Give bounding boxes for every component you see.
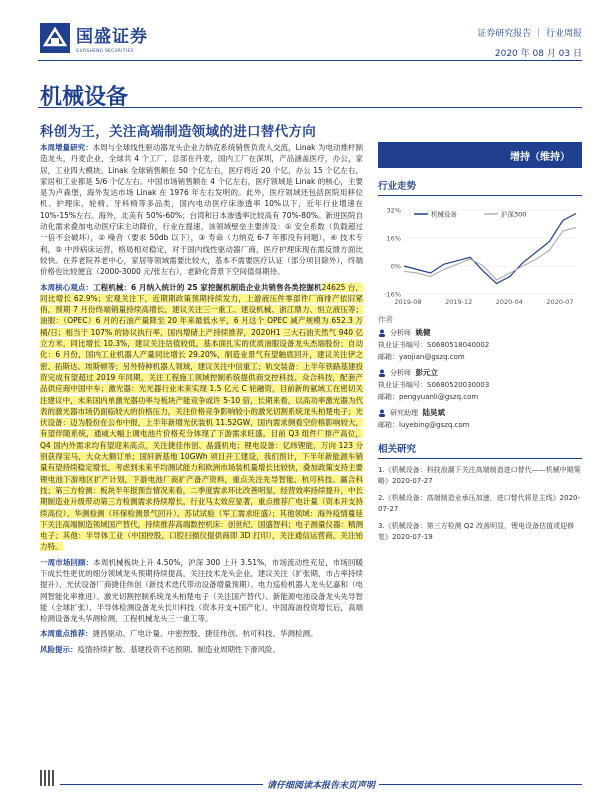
report-headline: 科创为王，关注高端制造领域的进口替代方向 xyxy=(40,124,316,140)
y-tick-label: 32% xyxy=(386,206,401,215)
person-icon xyxy=(378,409,386,417)
trend-chart-svg xyxy=(378,202,582,310)
section-title: 机械设备 xyxy=(40,85,129,110)
footer-disclaimer: 请仔细阅读本报告末页声明 xyxy=(267,780,376,791)
related-list xyxy=(378,465,582,543)
y-tick-label: 0% xyxy=(390,262,401,271)
analyst-title-label: 分析师 xyxy=(390,329,411,337)
analyst-cert: 执业证书编号：S0680520030003 xyxy=(378,381,490,389)
logo-text-cn: 国盛证券 xyxy=(76,27,148,47)
para-lead: 本周增量研究： xyxy=(40,143,93,152)
trend-divider xyxy=(378,195,582,196)
para-lead: 风险提示： xyxy=(40,644,78,654)
paragraph-risk xyxy=(40,644,363,655)
rating-badge: 增持（维持） xyxy=(378,142,582,168)
para-text: 工程机械：6 月纳入统计的 25 家挖掘机制造企业共销售各类挖掘机 xyxy=(93,282,322,292)
x-tick-label: 2020-07 xyxy=(546,298,574,306)
analyst-entry xyxy=(378,407,582,431)
x-tick-label: 2020-04 xyxy=(495,298,523,306)
analyst-title-label: 分析师 xyxy=(390,369,411,377)
paragraph-incremental-research xyxy=(40,142,363,278)
para-text: 捷昌驱动、广电计量、中密控股、捷佳伟创、杭可科技、华测检测。 xyxy=(92,629,318,639)
para-lead: 一周市场回顾： xyxy=(40,557,94,567)
trend-title: 行业走势 xyxy=(378,181,417,192)
person-icon xyxy=(378,329,386,337)
report-type: 证券研究报告 ｜ 行业周报 xyxy=(477,29,582,39)
paragraph-core-views xyxy=(40,282,363,553)
analyst-email[interactable]: 邮箱：pengyuanli@gszq.com xyxy=(378,393,479,401)
y-tick-label: -16% xyxy=(384,290,401,299)
analyst-cert: 执业证书编号：S0680518040002 xyxy=(378,341,490,349)
main-body xyxy=(40,142,363,770)
paragraph-market-review xyxy=(40,557,363,625)
series-line-csi300 xyxy=(404,228,576,281)
paragraph-recommendations xyxy=(40,628,363,639)
footer-line-left xyxy=(60,784,263,785)
analyst-title xyxy=(378,314,582,325)
related-item[interactable]: 1.《机械设备：科技浪潮下关注高端制造进口替代——机械中期策略》2020-07-27 xyxy=(378,466,581,485)
analyst-name: 姚健 xyxy=(415,328,431,337)
analyst-name: 陆昊斌 xyxy=(422,408,445,417)
analyst-title-label: 研究助理 xyxy=(390,409,418,417)
analyst-name: 彭元立 xyxy=(415,368,438,377)
analyst-role: 作者 xyxy=(378,315,393,324)
x-tick-label: 2019-12 xyxy=(445,298,473,306)
para-text: 疫情持续扩散、基建投资不达预期、制造业周期性下滑风险。 xyxy=(77,644,280,654)
related-item[interactable]: 3.《机械设备：第三方检测 Q2 改善明显，锂电设备估值或迎修复》2020-07-19 xyxy=(378,522,575,541)
logo-mark-icon xyxy=(40,23,70,53)
header-divider xyxy=(38,60,582,61)
person-icon xyxy=(378,369,386,377)
analyst-email[interactable]: 邮箱：luyebing@gszq.com xyxy=(378,421,470,429)
footer-line-right xyxy=(379,784,582,785)
y-tick-label: 16% xyxy=(386,234,401,243)
legend-label: 沪深300 xyxy=(501,210,527,219)
section-divider xyxy=(38,107,582,108)
trend-chart xyxy=(378,202,582,310)
analyst-list xyxy=(378,327,582,431)
sidebar xyxy=(378,142,582,543)
analyst-entry xyxy=(378,327,582,363)
analyst-entry xyxy=(378,367,582,403)
footer xyxy=(0,774,600,794)
company-logo xyxy=(40,22,148,53)
report-date: 2020 年 08 月 03 日 xyxy=(494,49,582,59)
related-title: 相关研究 xyxy=(378,444,417,455)
para-lead: 本周核心观点： xyxy=(40,282,94,292)
related-item[interactable]: 2.《机械设备：高端制造业承压加速，进口替代将是主线》2020-07-27 xyxy=(378,494,581,513)
logo-text-en: GUOSHENG SECURITIES xyxy=(76,48,134,53)
analyst-email[interactable]: 邮箱：yaojian@gszq.com xyxy=(378,353,465,361)
related-divider xyxy=(378,458,582,459)
para-lead: 本周重点推荐： xyxy=(40,629,93,639)
legend-label: 机械设备 xyxy=(431,210,457,219)
para-text: 本周与全球线性驱动器龙头企业力纳克系统销售负责人交流，Linak 为电动推杆制造龙头，丹麦企业，全球共 4 个工厂，总部在丹麦，国内工厂在深圳，产品涵盖医疗，办公，家居，工业四大模块。Linak 全球销售额在 50 个亿左右，医疗将近 20 个亿，办公 15 个亿左右，家居和工业都是 5/6 个亿左右。中国市场销售额在 4 个亿左右，医疗领域是 Linak 的核心，主要是为卢森堡，海外发达市场 Linak 在 1976 年左右发明的。此外，医疗领域还包括医院用移位机、护理床、轮椅、牙科椅等多品类，国内电动医疗床渗透率 10%以下，近年行业增速在 10%-15%左右。海外，北美有 50%-60%；台湾和日本渗透率比较高有 70%-80%。新进医院自动化需求叠加电动医疗床主动降价，行业在提速，该领域壁垒主要涉及：① 安全系数（负载超过一倍不会破坏），② 噪音（要求 50db 以下），③ 寿命（力纳克 6-7 年都没有问题），④ 技术专利，⑤ 中涉病床运营，格局相对稳定，对于国内线性驱动器厂商，医疗护理床现在需反馈方面比较快。在养老院养老中心，家居等领域需要比较大，基本不需要医疗认证（部分项目除外），终端价格也比较便宜（2000-3000 元/张左右），老龄化背景下空间值得期待。 xyxy=(40,143,363,277)
para-text: 24625 台，同比增长 62.9%；宏观关注下，近期期政策预期持续发力，上游液压件零部件厂商排产依旧紧俏，预期 7 月份终端销量持续高增长，建议关注三一重工、建设机械、浙江鼎力、恒立液压等；油服：（OPEC）6 月的石油产量降至 20 年来最低水平，6 月这个 OPEC 减产规模为 652.3 万桶/日；相当于 107% 的协议执行率，国内增储上产持续推荐，2020H1 三大石油天然气 940 亿立方米，同比增长 10.3%，建议关注估值较低，基本面扎实的优质油服设备龙头杰瑞股份；自动化：6 月份，国内工业机器人产量同比增长 29.20%，制造业景气有望触底回升，建议关注伊之密、拓斯达、埃斯顿等；另外特种机器人领域，建议关注中信重工；轨交装备：上半年铁路基建投资完成有望超过 2019 年同期，关注工程施工领域控制系统提供商交控科技、众合科技，配套产品供应商中国中车；激光器：光光器行业未来实现 1.5 亿元 C 轮融资，目前新的氨域工在密切关注建议中，未来国内单激光器功率与板块产能竞争或许 5-10 倍，长期来看，以高功率激光器为代表的激光器市场仍面临较大的价格压力，关注价格竞争影响较小的激光切割系统龙头柏楚电子；光伏设备：迈为股份在公布中报，上半年新增光伏装机 11.52GW，国内需求侧看空价格影响较大，有望伴随系统，通威大幅上调电池片价格充分体现了下游需求旺盛，目前 Q3 组件厂排产高位，Q4 国内外需求均有望迎来高点，关注捷佳伟创、晶盛机电；锂电设备：亿纬锂能，万向 123 分别获得宝马，大众大额订单；国轩新基地 10GWh 项目开工建设，我们预计，下半年新能源车销量有望持续稳定增长，考虑到未来平均测试能力和欧洲市场装机量增长比较快，叠加政策支持主要锂电池下游地区扩产计划，下游电池厂商扩产备产资料，重点关注先导智能、杭可科技、赢合科技；第三方检测：板块半年报预告情况来看，二季度需求环比改善明显，经营效率持续提升，中长期制造业升级带动第三方检测需求持续增长，行业马太效应显著，重点推荐广电计量（资本开支持续高位）、华测检测（环保检测景气回升），苏试试验（军工需求旺盛）；其他领域：海外疫情蔓延下关注高端制造领域国产替代，持续推荐高端数控机床：创世纪、国盛智科；电子测量仪器：精测电子；其他：半导体工业（中国控股，口腔扫描仪提供商即 3D 打印），关注通信运营商，关注铂力特。 xyxy=(40,282,363,552)
para-text: 本周机械板块上升 4.50%，沪深 300 上升 3.51%，市场流动性充足，市场回暖下成长性更优的细分领域龙头预期持续提高，关注技术龙头企业。建议关注（扩张期，市占率持续提升）、光伏设备厂商捷佳伟创（新技术迭代带动设备增量预期）、电力巡检机器人龙头亿嘉和（电网智能化率推进）、激光切割控制系统龙头柏楚电子（关注国产替代）、新能源电池设备龙头先导智能（全球扩张）、半导体检测设备龙头长川科技（资本开支+国产化）、中国海油投资增长后，高端检测设备龙头华测检测，工程机械龙头三一重工等。 xyxy=(40,557,363,624)
x-tick-label: 2019-08 xyxy=(394,298,422,306)
